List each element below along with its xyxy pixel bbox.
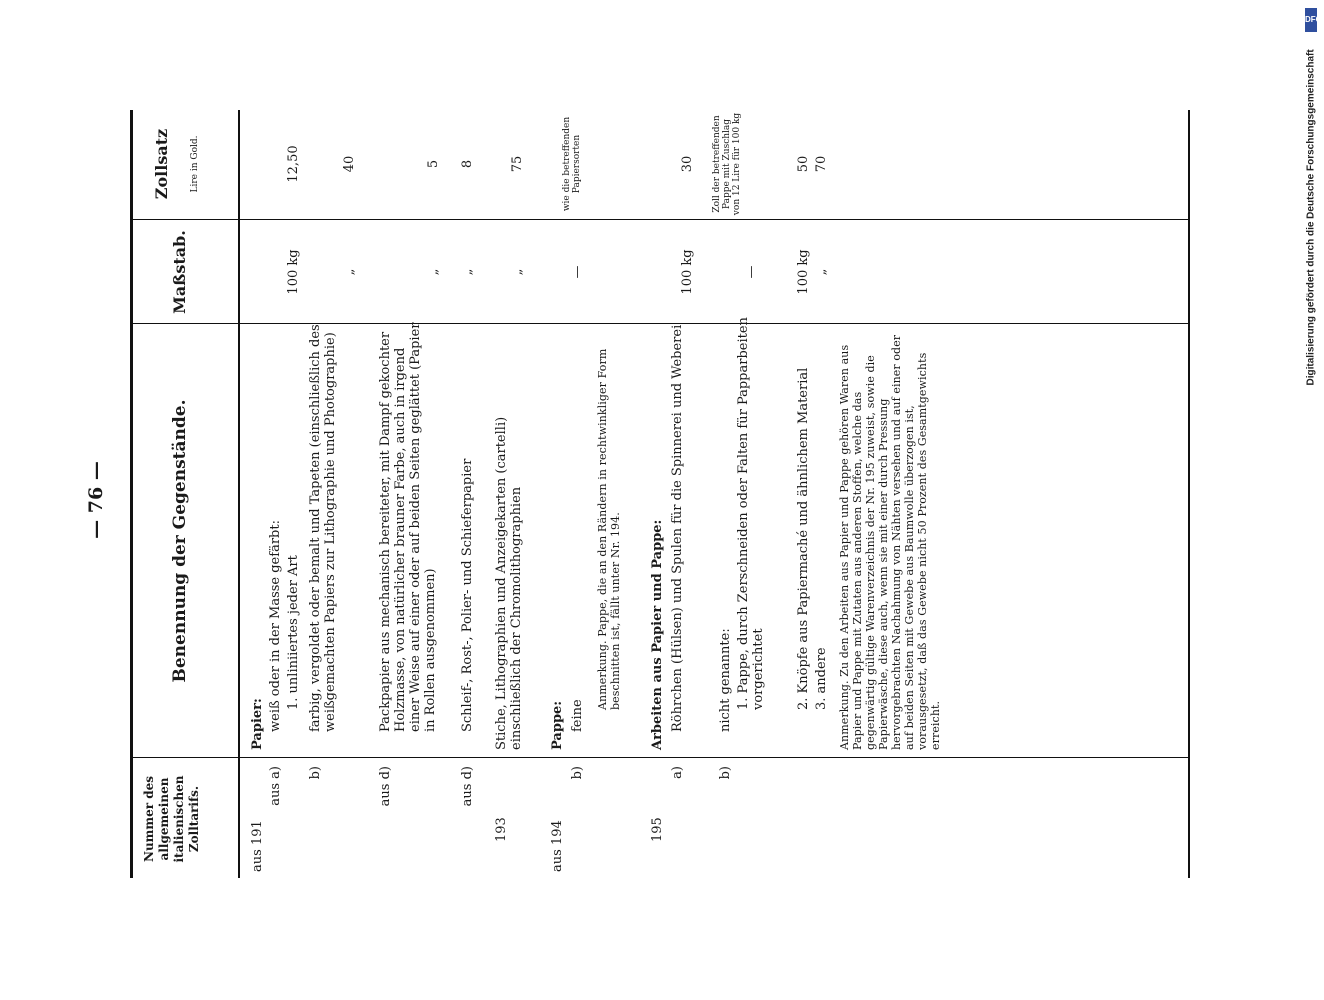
item-description: nicht genannte:: [718, 628, 733, 732]
tariff-subclass: aus a): [268, 766, 283, 806]
unit-value: „: [460, 268, 475, 276]
rate-value: 5: [426, 159, 441, 169]
unit-value: 100 kg: [796, 249, 811, 295]
rate-value: 8: [460, 159, 475, 169]
item-description: 1. unliniiertes jeder Art: [286, 555, 301, 710]
item-description: Packpapier aus mechanisch bereiteter, mit Dampf gekochter Holzmasse, von natürlicher brauner Farbe, auch in irgend einer Weise auf einer oder auf beiden Seiten geglättet (Papier in Rollen ausgenommen): [378, 322, 438, 732]
unit-value: „: [426, 268, 441, 276]
unit-value: „: [814, 268, 829, 276]
item-note: Anmerkung. Zu den Arbeiten aus Papier und Pappe gehören Waren aus Papier und Pappe mit Zutaten aus anderen Stoffen, welche das gegenwärtig gültige Warenverzeichnis der Nr. 195 zuweist, sowie die Papierwäsche, diese auch, wenn sie mit einer durch Pressung hervorgebrachten Nachahmung von Nähten versehen und auf einer oder auf beiden Seiten mit Gewebe aus Baumwolle überzogen ist, vorausgesetzt, daß das Gewebe nicht 50 Prozent des Gesamtgewichts erreicht.: [838, 334, 942, 750]
tariff-number: aus 191: [250, 820, 265, 872]
header-number: Nummer des allgemeinen italienischen Zolltarifs.: [142, 775, 201, 863]
tariff-number: 195: [650, 817, 665, 842]
rate-value: 70: [814, 155, 829, 173]
unit-value: „: [342, 268, 357, 276]
header-rate-unit: Lire in Gold.: [190, 135, 200, 193]
tariff-number: 193: [494, 817, 509, 842]
item-description: feine: [570, 699, 585, 732]
rate-value: 40: [342, 155, 357, 173]
header-unit: Maßstab.: [170, 230, 189, 314]
page-number: — 76 —: [85, 461, 107, 539]
item-description: Schleif-, Rost-, Polier- und Schieferpapier: [460, 458, 475, 732]
rate-value: Zoll der betreffenden Pappe mit Zuschlag von 12 Lire für 100 kg: [712, 112, 742, 216]
item-description: Arbeiten aus Papier und Pappe:: [650, 519, 665, 750]
rate-value: wie die betreffenden Papiersorten: [562, 116, 582, 212]
unit-value: 100 kg: [680, 249, 695, 295]
tariff-subclass: b): [570, 766, 585, 780]
item-description: Stiche, Lithographien und Anzeigekarten (cartelli) einschließlich der Chromolithographien: [494, 416, 524, 750]
rate-value: 30: [680, 155, 695, 173]
item-description: 3. andere: [814, 647, 829, 710]
item-description: 1. Pappe, durch Zerschneiden oder Falten für Papparbeiten vorgerichtet: [736, 317, 766, 710]
tariff-subclass: a): [670, 766, 685, 779]
item-description: weiß oder in der Masse gefärbt:: [268, 520, 283, 732]
dfg-logo: DFG: [1305, 8, 1317, 32]
col-divider-3: [130, 219, 1190, 220]
col-divider-1: [130, 757, 1190, 758]
tariff-number: aus 194: [550, 820, 565, 872]
unit-value: 100 kg: [286, 249, 301, 295]
unit-value: —: [744, 265, 759, 279]
header-rule: [238, 110, 240, 878]
rate-value: 12,50: [286, 145, 301, 183]
item-description: farbig, vergoldet oder bemalt und Tapeten (einschließlich des weißgemachten Papiers zur Lithographie und Photographie): [308, 324, 338, 732]
tariff-subclass: b): [718, 766, 733, 780]
tariff-table: [130, 110, 1190, 878]
item-description: Papier:: [250, 698, 265, 750]
unit-value: „: [510, 268, 525, 276]
digitization-credit: [1303, 8, 1322, 388]
unit-value: —: [570, 265, 585, 279]
tariff-subclass: aus d): [460, 766, 475, 807]
item-description: 2. Knöpfe aus Papiermaché und ähnlichem Material: [796, 367, 811, 710]
tariff-subclass: aus d): [378, 766, 393, 807]
rate-value: 50: [796, 155, 811, 173]
rate-value: 75: [510, 155, 525, 173]
credit-text: Digitalisierung gefördert durch die Deutsche Forschungsgemeinschaft: [1305, 49, 1317, 386]
header-rate: Zollsatz: [152, 128, 171, 200]
table-top-rule: [130, 110, 133, 878]
table-bottom-rule: [1188, 110, 1190, 878]
item-description: Röhrchen (Hülsen) und Spulen für die Spinnerei und Weberei: [670, 324, 685, 732]
header-name: Benennung der Gegenstände.: [170, 399, 190, 683]
tariff-subclass: b): [308, 766, 323, 780]
item-note: Anmerkung. Pappe, die an den Rändern in rechtwinkliger Form beschnitten ist, fällt unter Nr. 194.: [596, 348, 622, 710]
item-description: Pappe:: [550, 700, 565, 750]
